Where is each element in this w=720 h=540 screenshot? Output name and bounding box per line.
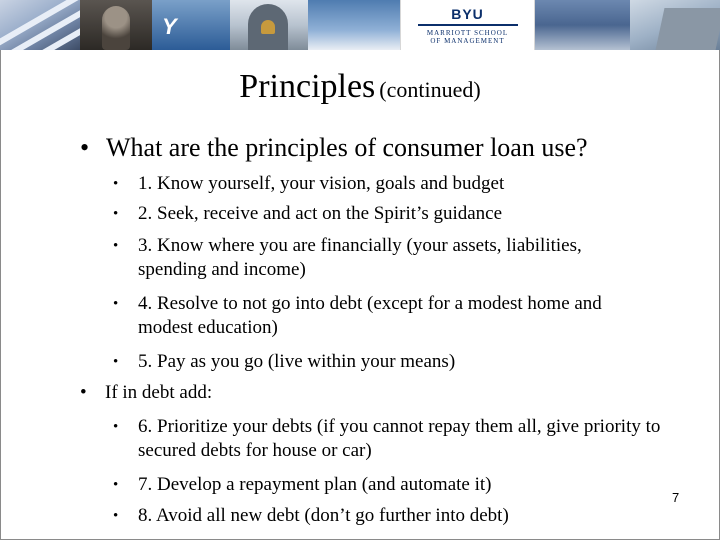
banner-photo-statue-icon [80,0,152,50]
principle-item: • 4. Resolve to not go into debt (except for a modest home and modest education) [113,293,602,338]
banner-photo-building-icon [630,0,720,50]
logo-subtext-1: MARRIOTT SCHOOL [426,29,509,37]
banner-photo-stone-icon [0,0,80,50]
bullet-question [80,133,588,163]
bullet-dot-icon: • [113,477,119,493]
principle-item: • 5. Pay as you go (live within your means) [113,351,456,372]
principle-item: • 1. Know yourself, your vision, goals and budget [113,173,505,194]
slide-title [0,68,720,106]
debt-principle-item: • 8. Avoid all new debt (don’t go further into debt) [113,505,509,526]
page-number: 7 [672,490,680,505]
banner-photo-campus-icon [535,0,630,50]
banner-photo-y-mountain-icon: Y [152,0,230,50]
bullet-debt-heading [80,381,212,405]
debt-heading-text: If in debt add: [105,382,213,403]
bullet-dot-icon: • [80,133,90,162]
bullet-dot-icon: • [113,354,119,370]
bullet-dot-icon: • [113,238,119,254]
debt-principle-item: • 6. Prioritize your debts (if you cannot repay them all, give priority to secured debts for house or car) [113,416,661,461]
debt-principle-item: • 7. Develop a repayment plan (and automate it) [113,474,492,495]
principle-item: • 2. Seek, receive and act on the Spirit’s guidance [113,203,503,224]
question-text: What are the principles of consumer loan use? [106,133,588,162]
title-suffix: (continued) [379,77,481,102]
bullet-dot-icon: • [113,176,119,192]
header-banner [0,0,720,50]
logo-subtext-2: OF MANAGEMENT [430,37,505,45]
bullet-dot-icon: • [113,296,119,312]
logo-text: BYU [451,6,484,22]
principle-item: • 3. Know where you are financially (your assets, liabilities, spending and income) [113,235,582,280]
byu-marriott-logo [400,0,535,50]
bullet-dot-icon: • [80,382,87,403]
banner-photo-sky-icon [308,0,400,50]
banner-photo-bell-tower-icon [230,0,308,50]
bullet-dot-icon: • [113,419,119,435]
title-main: Principles [239,68,376,105]
bullet-dot-icon: • [113,206,119,222]
bullet-dot-icon: • [113,508,119,524]
